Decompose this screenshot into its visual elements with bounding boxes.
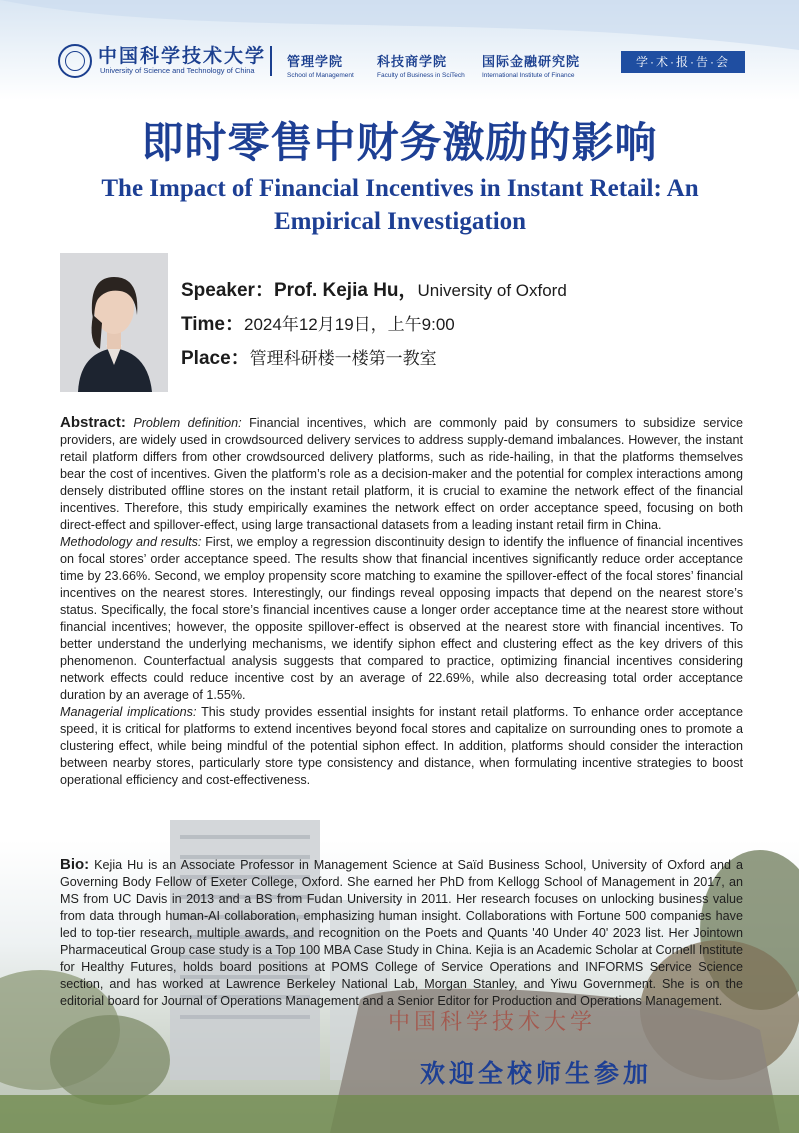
welcome-text: 欢迎全校师生参加 bbox=[420, 1059, 653, 1088]
abstract-problem bbox=[60, 414, 743, 534]
speaker-row bbox=[181, 275, 567, 302]
managerial-text: This study provides essential insights for instant retail platforms. To enhance order acceptance speed, it is critical for platforms to extend incentives beyond focal stores and capitalize on surrounding ones to promote a clustering effect, while being mindful of the potential siphon effect. In addition, platforms should consider the interaction between nearby stores, particularly store type consistency and distance, when formulating incentive strategies to boost operational efficiency and cost-effectiveness. bbox=[60, 705, 743, 787]
managerial-label: Managerial implications: bbox=[60, 705, 197, 719]
bio-text: Kejia Hu is an Associate Professor in Management Science at Saïd Business School, University of Oxford and a Governing Body Fellow of Exeter College, Oxford. She earned her PhD from Kellogg School of Management in 2017, an MS from UC Davis in 2013 and a BS from Fudan University in 2011. Her research focuses on unlocking business value from data through human-AI collaboration, emphasizing human insight. Collaborations with Fortune 500 companies have led to top-tier research, multiple awards, and recognition on the Poets and Quants '40 Under 40' 2023 list. Her Jointown Pharmaceutical Group case study is a Top 100 MBA Case Study in China. Kejia is an Academic Scholar at Cornell Institute for Healthy Futures, holds board positions at POMS College of Service Operations and INFORMS Service Science section, and has worked at Lawrence Berkeley National Lab, Morgan Stanley, and Yiwu Government. She is on the editorial board for Journal of Operations Management and a Senior Editor for Production and Operations Management. bbox=[60, 858, 743, 1008]
abstract bbox=[60, 414, 743, 789]
stone-inscription: 中国科学技术大学 bbox=[388, 1010, 597, 1035]
problem-text: Financial incentives, which are commonly paid by consumers to subsidize service providers, are widely used in crowdsourced delivery services to address supply-demand imbalances. However, the instant retail platform differs from other crowdsourced delivery platforms, such as ride-hailing, in that the platforms themselves bear the cost of incentives. Given the platform’s role as a decision-maker and the potential for complex interactions among densely distributed offline stores on the instant retail platform, it is crucial to examine the network effect of the financial incentives. Therefore, this study empirically examines the network effect on order acceptance speed, focusing on both direct-effect and spillover-effect, using large transactional datasets from a leading instant retail firm in China. bbox=[60, 416, 743, 532]
university-name-en: University of Science and Technology of China bbox=[100, 66, 255, 75]
abstract-heading: Abstract: bbox=[60, 414, 126, 431]
title-en: The Impact of Financial Incentives in Instant Retail: An Empirical Investigation bbox=[101, 175, 699, 235]
school-management: 管理学院 School of Management bbox=[287, 54, 354, 79]
header bbox=[0, 0, 799, 90]
place-value: 管理科研楼一楼第一教室 bbox=[249, 349, 437, 368]
methodology-text: First, we employ a regression discontinuity design to identify the influence of financial incentives on focal stores’ order acceptance speed. The results show that financial incentives significantly reduce order acceptance time by 23.66%. Second, we employ propensity score matching to examine the spillover-effect of the focal stores’ financial incentives on the nearest stores. Interestingly, our findings reveal opposing impacts that depend on the nearest store’s status. Specifically, the focal store’s financial incentives cause a longer order acceptance time at the nearest store without financial incentives; however, the opposite spillover-effect is observed at the nearest store with financial incentives. To better understand the underlying mechanisms, we identify siphon effect and clustering effect as the key drivers of this phenomenon. Counterfactual analysis suggests that compared to practice, optimizing financial incentives considering network effects could reduce incentive cost by an average of 22.69%, while also decreasing total order acceptance duration by an average of 1.55%. bbox=[60, 535, 743, 702]
methodology-label: Methodology and results: bbox=[60, 535, 202, 549]
ustc-seal-logo bbox=[58, 44, 92, 78]
speaker-photo bbox=[60, 253, 168, 392]
speaker-affiliation: University of Oxford bbox=[417, 281, 567, 300]
bio-heading: Bio: bbox=[60, 856, 90, 873]
time-value: 2024年12月19日，上午9:00 bbox=[244, 315, 455, 334]
place-row bbox=[181, 343, 437, 370]
seminar-tag: 学·术·报·告·会 bbox=[621, 51, 745, 73]
time-label: Time： bbox=[181, 314, 245, 335]
title-cn: 即时零售中财务激励的影响 bbox=[141, 118, 658, 167]
problem-label: Problem definition: bbox=[133, 416, 242, 430]
university-name-cn: 中国科学技术大学 bbox=[98, 45, 267, 67]
abstract-methodology bbox=[60, 534, 743, 704]
school-finance-institute: 国际金融研究院 International Institute of Finance bbox=[482, 54, 581, 79]
bio bbox=[60, 856, 743, 1010]
school-business-scitech: 科技商学院 Faculty of Business in SciTech bbox=[377, 54, 465, 79]
speaker-label: Speaker： bbox=[181, 280, 274, 301]
place-label: Place： bbox=[181, 348, 250, 369]
speaker-name: Prof. Kejia Hu， bbox=[273, 280, 418, 301]
header-divider bbox=[270, 46, 272, 76]
abstract-managerial bbox=[60, 704, 743, 789]
time-row bbox=[181, 309, 455, 336]
